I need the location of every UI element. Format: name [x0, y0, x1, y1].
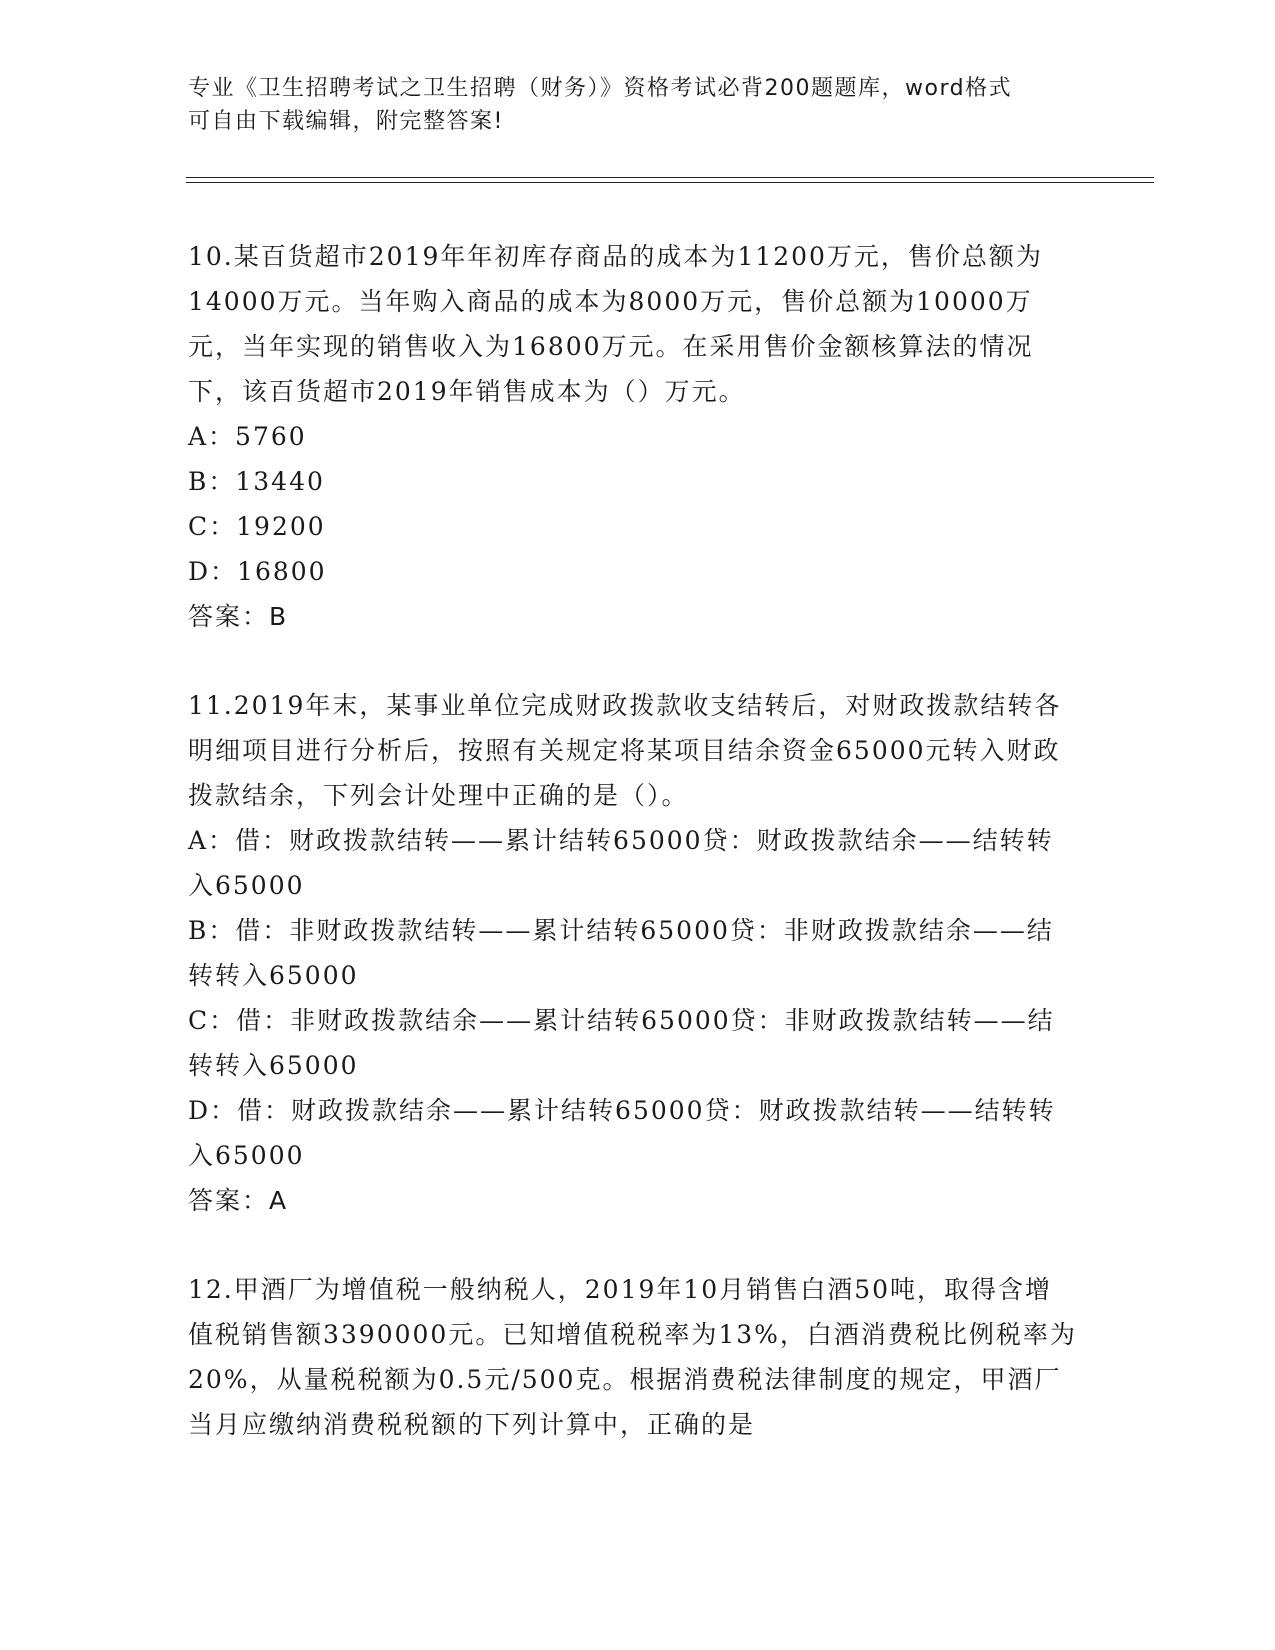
answer-line: 答案：B [188, 602, 289, 631]
question-12 [188, 1267, 1078, 1447]
option-b: B：借：非财政拨款结转——累计结转65000贷：非财政拨款结余——结转转入65000 [188, 916, 1054, 990]
header-title-line2: 可自由下载编辑，附完整答案! [188, 109, 504, 134]
question-10 [188, 234, 1078, 639]
header-rule-bottom [186, 182, 1154, 183]
answer-line: 答案：A [188, 1186, 289, 1215]
option-c: C：借：非财政拨款结余——累计结转65000贷：非财政拨款结转——结转转入65000 [188, 1006, 1055, 1080]
header-title-line1: 专业《卫生招聘考试之卫生招聘（财务）》资格考试必背200题题库，word格式 [188, 76, 1013, 101]
option-d: D：借：财政拨款结余——累计结转65000贷：财政拨款结转——结转转入65000 [188, 1096, 1056, 1170]
option-d: D：16800 [188, 557, 327, 586]
question-11 [188, 683, 1078, 1223]
question-list [188, 234, 1078, 1491]
header-rule-top [186, 177, 1154, 178]
question-stem: 12.甲酒厂为增值税一般纳税人，2019年10月销售白酒50吨，取得含增值税销售额3390000元。已知增值税税率为13%，白酒消费税比例税率为20%，从量税税额为0.5元/500克。根据消费税法律制度的规定，甲酒厂当月应缴纳消费税税额的下列计算中，正确的是 [188, 1275, 1077, 1439]
option-a: A：5760 [188, 422, 307, 451]
option-b: B：13440 [188, 467, 325, 496]
option-c: C：19200 [188, 512, 326, 541]
question-stem: 10.某百货超市2019年年初库存商品的成本为11200万元，售价总额为14000万元。当年购入商品的成本为8000万元，售价总额为10000万元，当年实现的销售收入为16800万元。在采用售价金额核算法的情况下，该百货超市2019年销售成本为（）万元。 [188, 242, 1043, 406]
question-stem: 11.2019年末，某事业单位完成财政拨款收支结转后，对财政拨款结转各明细项目进行分析后，按照有关规定将某项目结余资金65000元转入财政拨款结余，下列会计处理中正确的是（）。 [188, 691, 1062, 810]
document-header [188, 72, 1068, 138]
option-a: A：借：财政拨款结转——累计结转65000贷：财政拨款结余——结转转入65000 [188, 826, 1054, 900]
